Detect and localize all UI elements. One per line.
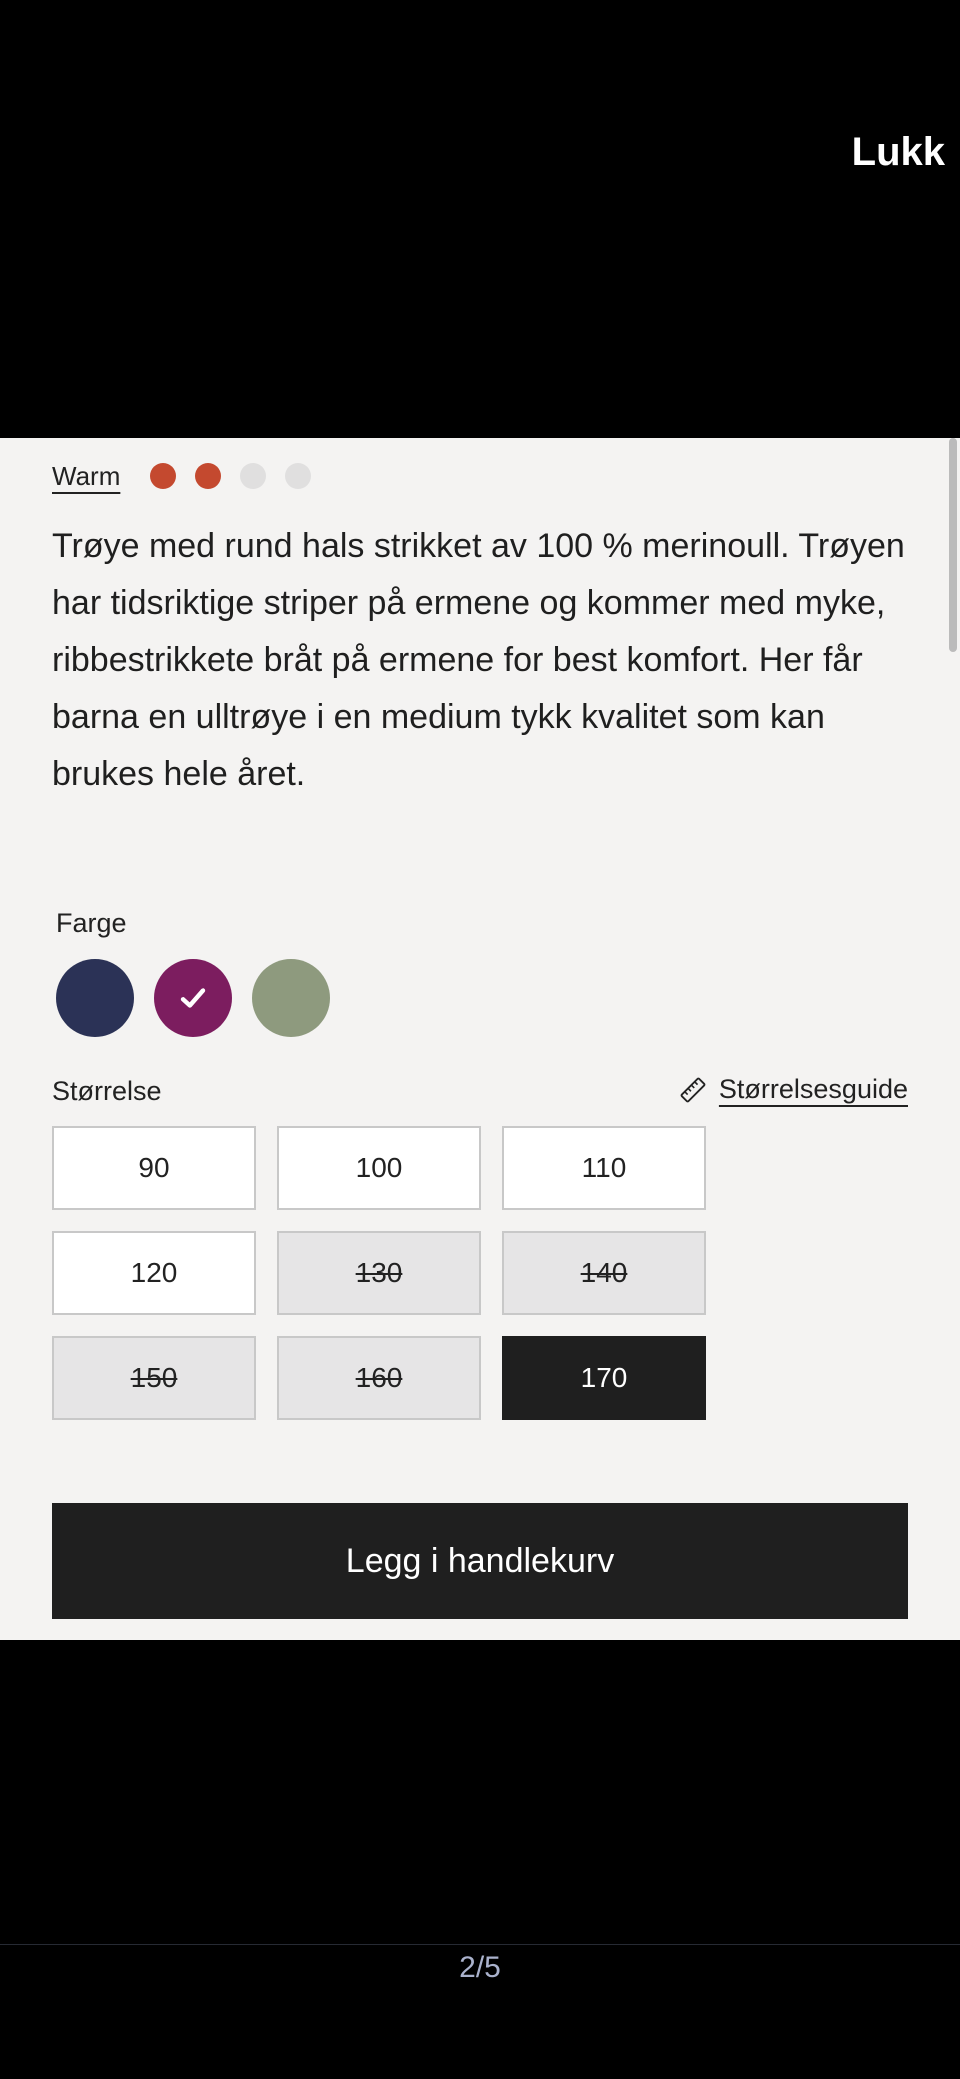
size-option-90[interactable]: 90 <box>52 1126 256 1210</box>
checkmark-icon <box>178 983 208 1013</box>
size-option-140[interactable]: 140 <box>502 1231 706 1315</box>
color-swatch-navy[interactable] <box>56 959 134 1037</box>
scrollbar[interactable] <box>949 438 957 652</box>
product-description: Trøye med rund hals strikket av 100 % merinoull. Trøyen har tidsriktige striper på ermene og kommer med myke, ribbestrikkete bråt på ermene for best komfort. Her får barna en ulltrøye i en medium tykk kvalitet som kan brukes hele året. <box>52 527 905 793</box>
size-option-150[interactable]: 150 <box>52 1336 256 1420</box>
add-to-cart-button[interactable]: Legg i handlekurv <box>52 1503 908 1619</box>
size-label: Størrelse <box>52 1076 162 1106</box>
color-swatch-plum[interactable] <box>154 959 232 1037</box>
product-info-panel <box>0 438 960 1640</box>
warmth-label[interactable]: Warm <box>52 460 121 491</box>
size-option-100[interactable]: 100 <box>277 1126 481 1210</box>
warmth-dot-1 <box>150 463 176 489</box>
warmth-dot-4 <box>285 463 311 489</box>
warmth-dot-2 <box>195 463 221 489</box>
color-swatches <box>56 959 350 1037</box>
size-option-170[interactable]: 170 <box>502 1336 706 1420</box>
size-option-160[interactable]: 160 <box>277 1336 481 1420</box>
size-option-130[interactable]: 130 <box>277 1231 481 1315</box>
size-guide-label: Størrelsesguide <box>718 1074 908 1104</box>
size-option-110[interactable]: 110 <box>502 1126 706 1210</box>
close-button[interactable]: Lukk <box>851 130 945 174</box>
color-swatch-sage[interactable] <box>252 959 330 1037</box>
warmth-dot-3 <box>240 463 266 489</box>
size-guide-link[interactable] <box>679 1074 908 1105</box>
size-option-120[interactable]: 120 <box>52 1231 256 1315</box>
footer-divider <box>0 1944 960 1945</box>
size-grid <box>52 1126 706 1420</box>
color-label: Farge <box>56 908 127 938</box>
page-counter: 2/5 <box>459 1951 501 1984</box>
ruler-icon <box>679 1076 707 1104</box>
warmth-indicator <box>52 456 330 496</box>
